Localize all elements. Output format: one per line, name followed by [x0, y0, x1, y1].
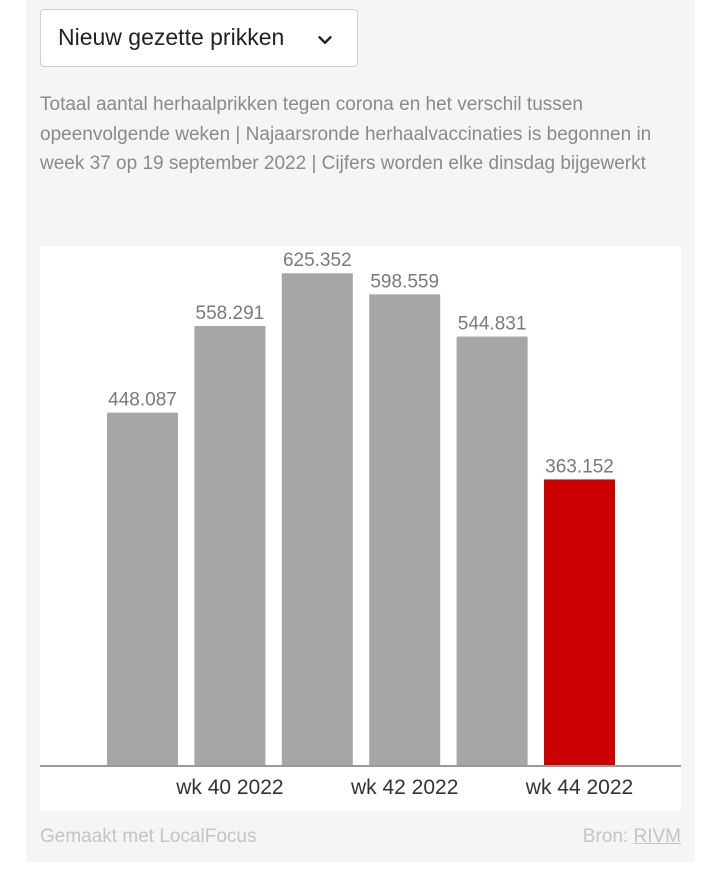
value-label-2: 558.291: [195, 302, 265, 324]
chart-description: Totaal aantal herhaalprikken tegen corona en het verschil tussen opeenvolgende weken | Najaarsronde herhaalvaccinaties is begonnen in week 37 op 19 september 2022 | Cijfers worden elke dinsdag bijgewerkt: [40, 94, 652, 174]
bar-2[interactable]: [194, 326, 265, 765]
bar-3[interactable]: [282, 273, 353, 765]
chevron-down-icon: [314, 29, 336, 51]
bar-6[interactable]: [544, 479, 615, 765]
bar-5[interactable]: [457, 337, 528, 765]
x-tick-label-4: wk 42 2022: [350, 776, 459, 799]
value-label-4: 598.559: [370, 271, 440, 293]
value-label-1: 448.087: [108, 389, 177, 411]
source-link[interactable]: RIVM: [633, 826, 681, 847]
bar-1[interactable]: [107, 413, 178, 765]
credit-text: Gemaakt met LocalFocus: [40, 826, 257, 847]
value-label-3: 625.352: [282, 250, 352, 272]
value-label-6: 363.152: [545, 456, 614, 478]
source-note: [583, 826, 681, 848]
bar-chart: [40, 246, 681, 811]
bar-chart-svg: [40, 246, 681, 811]
x-tick-label-2: wk 40 2022: [176, 776, 284, 799]
bar-4[interactable]: [369, 294, 440, 765]
metric-select-value: Nieuw gezette prikken: [58, 24, 285, 50]
value-label-5: 544.831: [457, 313, 527, 335]
source-prefix: Bron:: [582, 826, 634, 847]
metric-select[interactable]: [40, 9, 358, 67]
x-tick-label-6: wk 44 2022: [525, 776, 634, 799]
